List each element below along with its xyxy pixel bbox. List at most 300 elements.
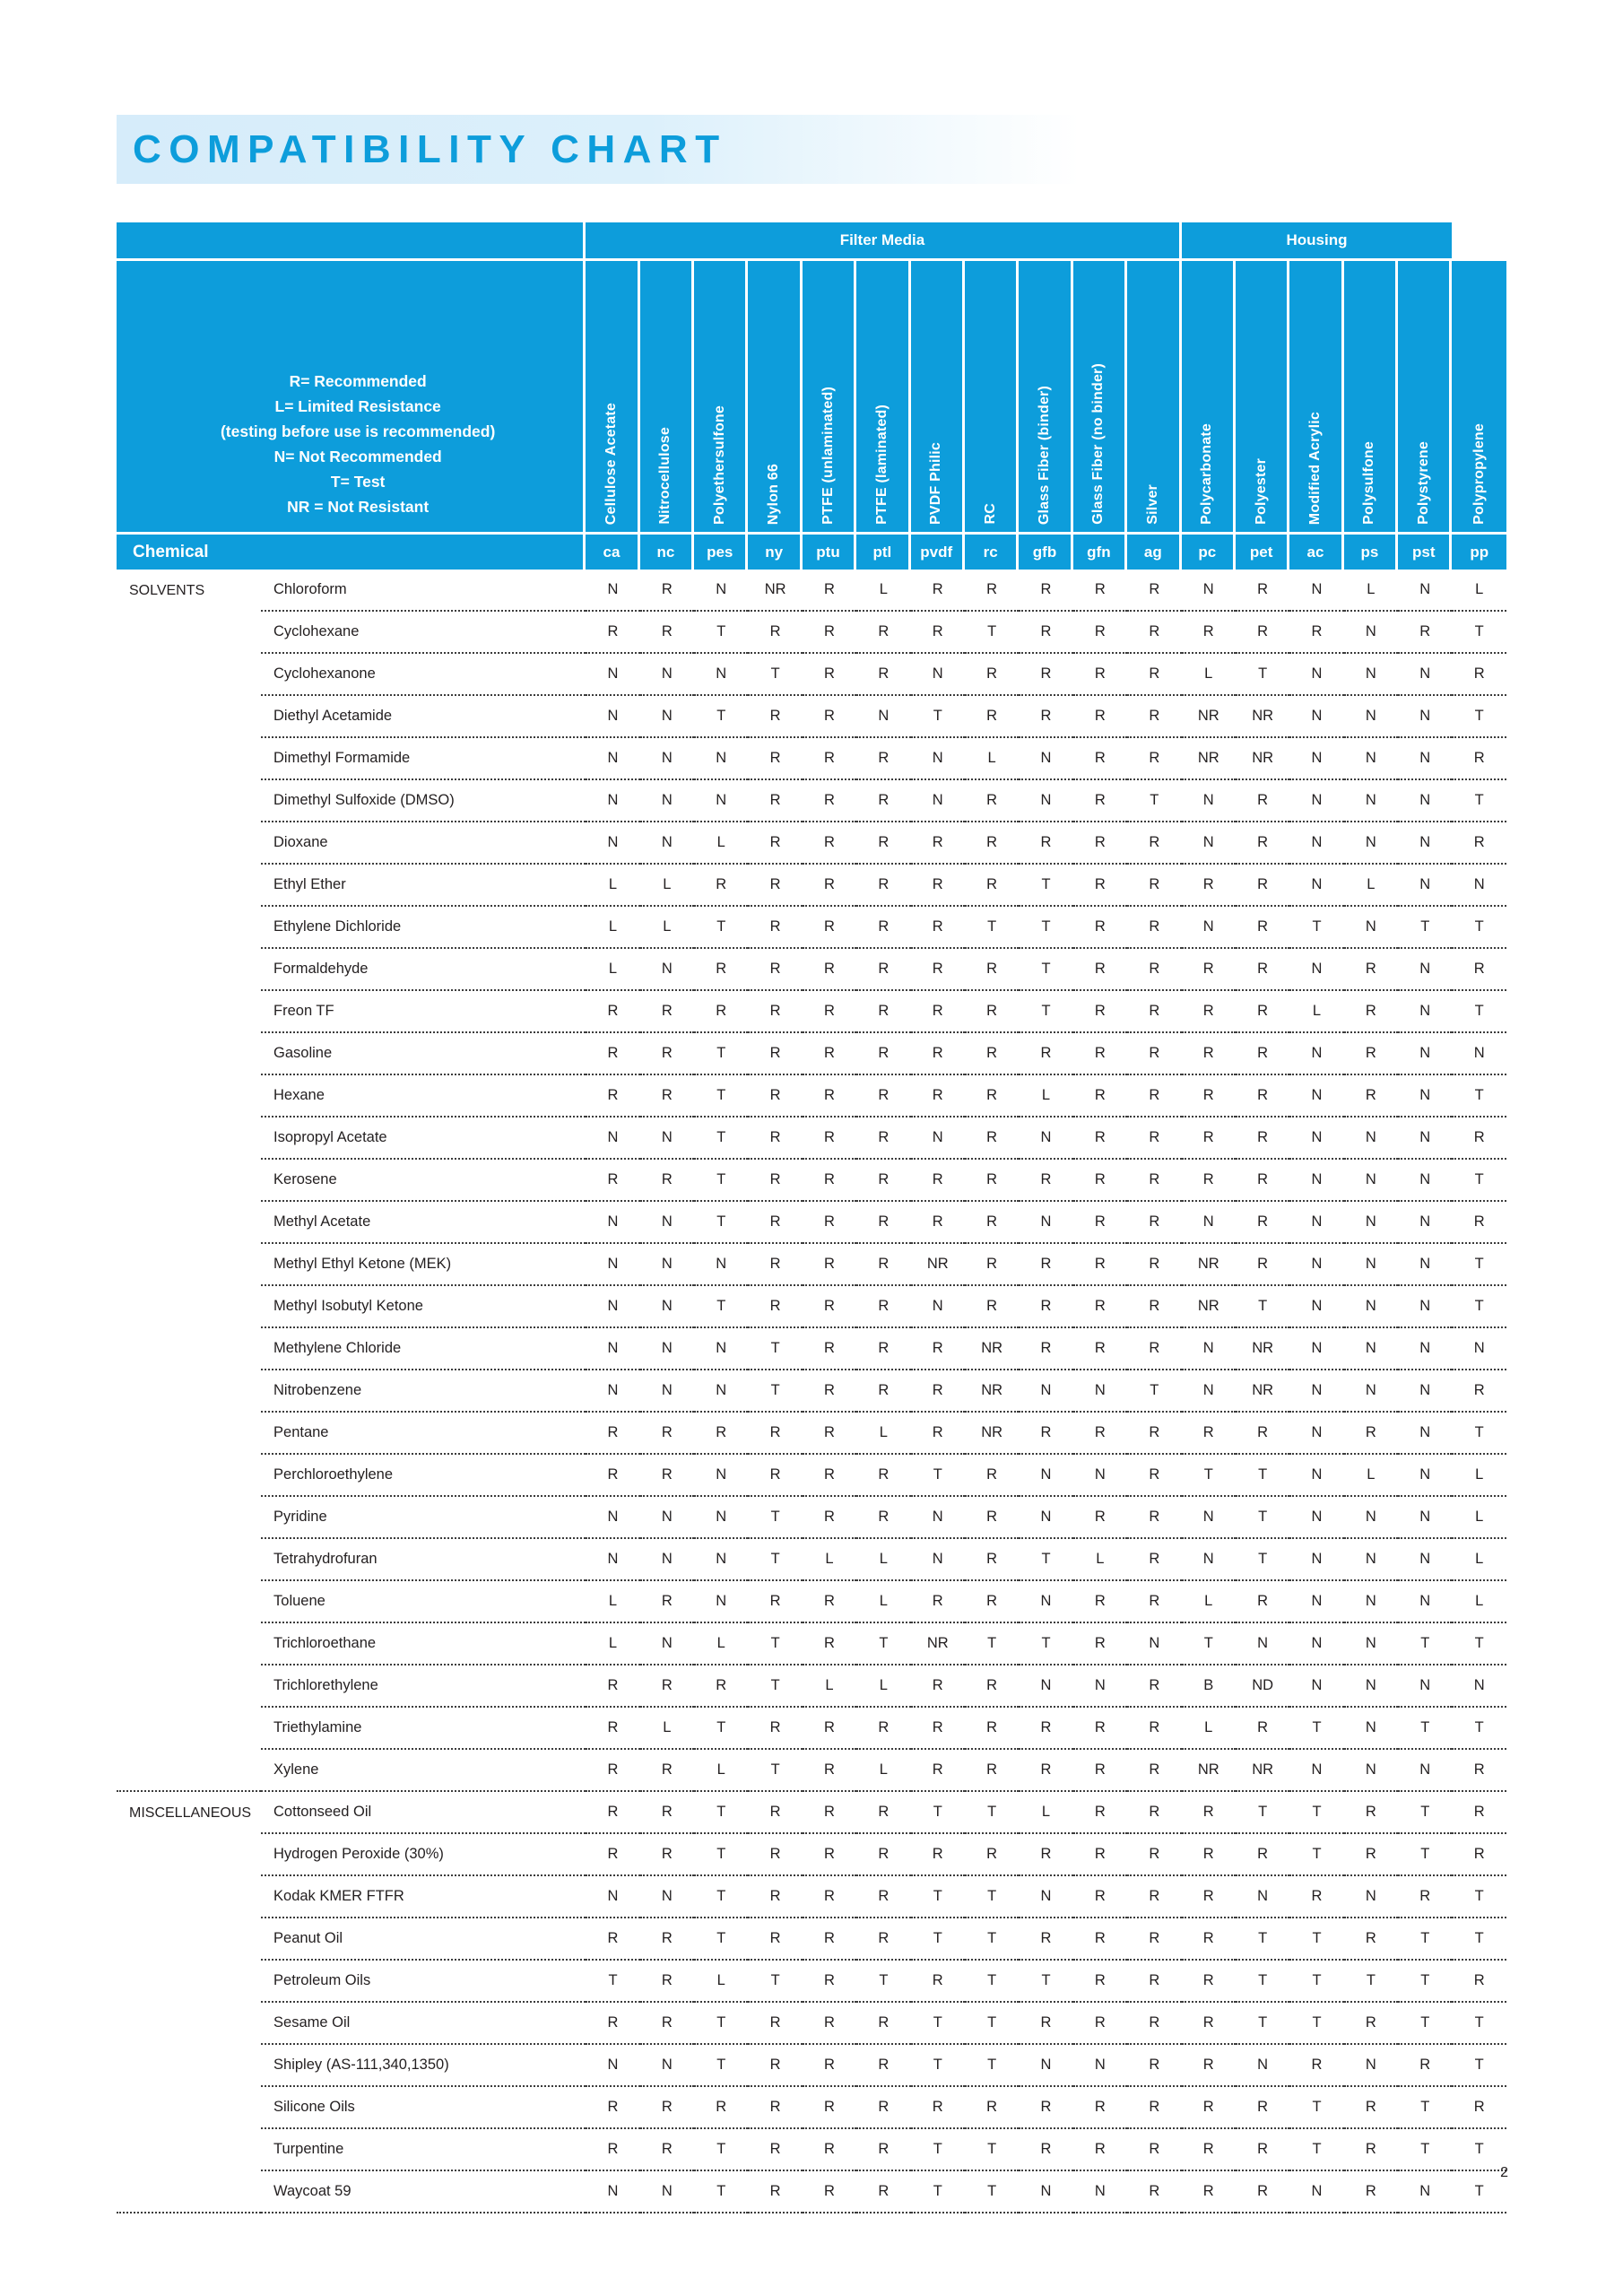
column-header-pvdf (911, 261, 965, 535)
rating-cell-ny: R (748, 2171, 802, 2213)
rating-cell-ca: R (586, 2003, 639, 2045)
chemical-name: Methyl Acetate (261, 1202, 586, 1244)
rating-cell-ca: N (586, 780, 639, 822)
rating-cell-ps: N (1344, 1286, 1398, 1328)
chemical-name: Cyclohexane (261, 612, 586, 654)
rating-cell-ac: N (1289, 865, 1343, 907)
rating-cell-rc: R (965, 2087, 1019, 2129)
rating-cell-pes: N (694, 1244, 748, 1286)
rating-cell-pst: T (1398, 1623, 1452, 1665)
section-label-empty (117, 1623, 261, 1665)
rating-cell-pet: T (1236, 1961, 1289, 2003)
rating-cell-rc: R (965, 570, 1019, 612)
rating-cell-ptu: R (803, 2087, 856, 2129)
section-label-empty (117, 822, 261, 865)
rating-cell-ca: R (586, 1792, 639, 1834)
rating-cell-pet: T (1236, 1455, 1289, 1497)
section-label-empty (117, 1033, 261, 1075)
rating-cell-ptl: R (856, 2045, 910, 2087)
rating-cell-ag: R (1127, 1665, 1182, 1708)
rating-cell-ps: R (1344, 2087, 1398, 2129)
table-row (117, 907, 1506, 949)
rating-cell-pvdf: R (911, 1413, 965, 1455)
rating-cell-ptu: R (803, 1328, 856, 1370)
rating-cell-pet: T (1236, 2003, 1289, 2045)
column-header-label-pc: Polycarbonate (1199, 423, 1215, 525)
column-header-pes (694, 261, 748, 535)
rating-cell-pc: N (1182, 907, 1236, 949)
rating-cell-ps: N (1344, 2045, 1398, 2087)
table-row (117, 1834, 1506, 1876)
rating-cell-ps: N (1344, 780, 1398, 822)
rating-cell-ac: N (1289, 1202, 1343, 1244)
column-header-pc (1182, 261, 1236, 535)
rating-cell-pes: T (694, 612, 748, 654)
rating-cell-ac: N (1289, 570, 1343, 612)
rating-cell-pvdf: R (911, 1581, 965, 1623)
rating-cell-pes: N (694, 738, 748, 780)
rating-cell-pes: N (694, 1539, 748, 1581)
rating-cell-gfn: R (1073, 1750, 1127, 1792)
rating-cell-ac: N (1289, 1665, 1343, 1708)
rating-cell-pst: T (1398, 1834, 1452, 1876)
rating-cell-pst: R (1398, 612, 1452, 654)
rating-cell-pp: T (1452, 1623, 1506, 1665)
rating-cell-pvdf: NR (911, 1623, 965, 1665)
rating-cell-ca: N (586, 1244, 639, 1286)
rating-cell-nc: R (640, 1918, 694, 1961)
column-abbr-pst: pst (1398, 535, 1452, 570)
legend-line-6: NR = Not Resistant (287, 498, 430, 516)
rating-cell-ptl: R (856, 1244, 910, 1286)
rating-cell-ca: L (586, 1581, 639, 1623)
rating-cell-pc: L (1182, 1708, 1236, 1750)
rating-cell-nc: N (640, 1623, 694, 1665)
rating-cell-pc: B (1182, 1665, 1236, 1708)
rating-cell-pes: T (694, 696, 748, 738)
rating-cell-pst: N (1398, 1160, 1452, 1202)
rating-cell-gfn: R (1073, 696, 1127, 738)
rating-cell-ny: R (748, 2045, 802, 2087)
column-abbr-pet: pet (1236, 535, 1289, 570)
rating-cell-ag: R (1127, 1244, 1182, 1286)
rating-cell-pet: NR (1236, 696, 1289, 738)
column-abbr-rc: rc (965, 535, 1019, 570)
column-abbr-pvdf: pvdf (911, 535, 965, 570)
rating-cell-pvdf: N (911, 1118, 965, 1160)
rating-cell-pp: T (1452, 1918, 1506, 1961)
rating-cell-gfb: N (1019, 1118, 1072, 1160)
rating-cell-pes: N (694, 570, 748, 612)
rating-cell-pp: T (1452, 1160, 1506, 1202)
chemical-name: Dioxane (261, 822, 586, 865)
rating-cell-gfn: R (1073, 1581, 1127, 1623)
chemical-name: Xylene (261, 1750, 586, 1792)
chemical-name: Trichloroethane (261, 1623, 586, 1665)
rating-cell-ps: N (1344, 1876, 1398, 1918)
rating-cell-ps: R (1344, 1075, 1398, 1118)
rating-cell-gfn: R (1073, 2087, 1127, 2129)
column-header-nc (640, 261, 694, 535)
header-group-filter-media: Filter Media (586, 222, 1181, 261)
rating-cell-ac: L (1289, 991, 1343, 1033)
rating-cell-rc: R (965, 865, 1019, 907)
rating-cell-ag: R (1127, 570, 1182, 612)
column-abbr-pp: pp (1452, 535, 1506, 570)
rating-cell-ny: R (748, 2087, 802, 2129)
chemical-name: Gasoline (261, 1033, 586, 1075)
rating-cell-pes: T (694, 1834, 748, 1876)
rating-cell-rc: R (965, 1075, 1019, 1118)
chemical-name: Kodak KMER FTFR (261, 1876, 586, 1918)
rating-cell-ps: N (1344, 1623, 1398, 1665)
rating-cell-ps: L (1344, 570, 1398, 612)
rating-cell-ag: R (1127, 991, 1182, 1033)
rating-cell-pst: N (1398, 1497, 1452, 1539)
rating-cell-rc: R (965, 1202, 1019, 1244)
rating-cell-gfb: R (1019, 1708, 1072, 1750)
rating-cell-gfb: N (1019, 1665, 1072, 1708)
rating-cell-gfb: R (1019, 612, 1072, 654)
rating-cell-pes: L (694, 1961, 748, 2003)
rating-cell-ptu: R (803, 949, 856, 991)
rating-cell-gfn: R (1073, 991, 1127, 1033)
section-label-empty (117, 1876, 261, 1918)
rating-cell-pc: N (1182, 1328, 1236, 1370)
table-row (117, 1750, 1506, 1792)
rating-cell-ac: T (1289, 907, 1343, 949)
rating-cell-ps: N (1344, 1118, 1398, 1160)
header-vertical-row (117, 261, 1506, 535)
rating-cell-pet: N (1236, 2045, 1289, 2087)
rating-cell-ny: R (748, 949, 802, 991)
rating-cell-ptl: R (856, 738, 910, 780)
section-label-empty (117, 1750, 261, 1792)
rating-cell-pes: T (694, 1876, 748, 1918)
page-number: 2 (1500, 2165, 1508, 2180)
rating-cell-nc: R (640, 612, 694, 654)
rating-cell-pvdf: R (911, 907, 965, 949)
rating-cell-ptu: L (803, 1665, 856, 1708)
rating-cell-ptu: R (803, 1918, 856, 1961)
rating-cell-gfn: R (1073, 907, 1127, 949)
rating-cell-gfb: N (1019, 1455, 1072, 1497)
rating-cell-ptl: R (856, 1160, 910, 1202)
table-row (117, 822, 1506, 865)
rating-cell-nc: N (640, 1328, 694, 1370)
section-label-empty (117, 865, 261, 907)
column-header-label-gfn: Glass Fiber (no binder) (1090, 363, 1107, 525)
chemical-name: Freon TF (261, 991, 586, 1033)
rating-cell-gfn: R (1073, 1623, 1127, 1665)
rating-cell-rc: R (965, 1708, 1019, 1750)
rating-cell-pst: N (1398, 991, 1452, 1033)
column-header-label-pet: Polyester (1253, 458, 1269, 525)
rating-cell-gfb: T (1019, 907, 1072, 949)
rating-cell-pet: NR (1236, 738, 1289, 780)
rating-cell-gfn: R (1073, 1792, 1127, 1834)
rating-cell-gfb: L (1019, 1075, 1072, 1118)
rating-cell-gfn: R (1073, 949, 1127, 991)
rating-cell-ag: R (1127, 907, 1182, 949)
rating-cell-pvdf: N (911, 1286, 965, 1328)
rating-cell-gfb: R (1019, 1244, 1072, 1286)
rating-cell-gfb: T (1019, 1961, 1072, 2003)
table-row (117, 1497, 1506, 1539)
rating-cell-ptu: R (803, 1455, 856, 1497)
rating-cell-ny: R (748, 780, 802, 822)
rating-cell-rc: L (965, 738, 1019, 780)
header-abbr-row (117, 535, 1506, 570)
rating-cell-pst: N (1398, 1202, 1452, 1244)
rating-cell-gfb: T (1019, 865, 1072, 907)
table-row (117, 2171, 1506, 2213)
column-header-label-nc: Nitrocellulose (657, 427, 673, 525)
rating-cell-nc: R (640, 1455, 694, 1497)
rating-cell-ac: T (1289, 2087, 1343, 2129)
rating-cell-pes: L (694, 1750, 748, 1792)
rating-cell-ca: R (586, 2129, 639, 2171)
rating-cell-pp: T (1452, 2003, 1506, 2045)
column-header-label-ny: Nylon 66 (766, 463, 782, 525)
rating-cell-pc: R (1182, 2171, 1236, 2213)
column-header-label-ptu: PTFE (unlaminated) (820, 387, 836, 525)
rating-cell-gfn: R (1073, 1834, 1127, 1876)
rating-cell-pp: N (1452, 1328, 1506, 1370)
chemical-name: Tetrahydrofuran (261, 1539, 586, 1581)
column-header-ptu (803, 261, 856, 535)
column-abbr-ptu: ptu (803, 535, 856, 570)
table-row (117, 2087, 1506, 2129)
rating-cell-ac: N (1289, 1750, 1343, 1792)
rating-cell-pp: T (1452, 1286, 1506, 1328)
rating-cell-nc: N (640, 654, 694, 696)
rating-cell-ag: R (1127, 696, 1182, 738)
rating-cell-ag: N (1127, 1623, 1182, 1665)
table-row (117, 1328, 1506, 1370)
rating-cell-pc: NR (1182, 738, 1236, 780)
rating-cell-ptu: R (803, 570, 856, 612)
rating-cell-gfb: R (1019, 696, 1072, 738)
rating-cell-ptu: R (803, 1413, 856, 1455)
rating-cell-nc: R (640, 2087, 694, 2129)
rating-cell-rc: R (965, 696, 1019, 738)
rating-cell-gfb: R (1019, 654, 1072, 696)
rating-cell-ptu: R (803, 822, 856, 865)
column-header-ca (586, 261, 639, 535)
column-header-pet (1236, 261, 1289, 535)
rating-cell-nc: R (640, 1581, 694, 1623)
section-label-empty (117, 1665, 261, 1708)
rating-cell-pc: N (1182, 1497, 1236, 1539)
rating-cell-ca: N (586, 1370, 639, 1413)
legend-line-2: L= Limited Resistance (274, 397, 441, 415)
rating-cell-gfb: R (1019, 1750, 1072, 1792)
rating-cell-pes: L (694, 822, 748, 865)
rating-cell-ac: N (1289, 1118, 1343, 1160)
chemical-name: Sesame Oil (261, 2003, 586, 2045)
rating-cell-ny: R (748, 2003, 802, 2045)
rating-cell-ptu: R (803, 1834, 856, 1876)
rating-cell-gfb: R (1019, 2129, 1072, 2171)
rating-cell-ps: R (1344, 2129, 1398, 2171)
table-row (117, 1961, 1506, 2003)
header-group-row (117, 222, 1506, 261)
rating-cell-ptl: L (856, 1539, 910, 1581)
rating-cell-ptl: R (856, 1118, 910, 1160)
rating-cell-pvdf: R (911, 949, 965, 991)
rating-cell-pes: N (694, 1455, 748, 1497)
rating-cell-pet: T (1236, 1286, 1289, 1328)
compatibility-table (117, 222, 1506, 2213)
rating-cell-pes: N (694, 1328, 748, 1370)
rating-cell-pst: N (1398, 1581, 1452, 1623)
rating-cell-pc: N (1182, 1539, 1236, 1581)
rating-cell-gfn: R (1073, 1876, 1127, 1918)
rating-cell-ptu: R (803, 907, 856, 949)
chemical-name: Nitrobenzene (261, 1370, 586, 1413)
rating-cell-pc: R (1182, 612, 1236, 654)
rating-cell-pet: T (1236, 654, 1289, 696)
chemical-name: Methyl Ethyl Ketone (MEK) (261, 1244, 586, 1286)
rating-cell-pc: R (1182, 949, 1236, 991)
rating-cell-ptl: R (856, 1075, 910, 1118)
rating-cell-ps: R (1344, 2171, 1398, 2213)
column-header-ny (748, 261, 802, 535)
rating-cell-ptl: L (856, 570, 910, 612)
rating-cell-pvdf: T (911, 2003, 965, 2045)
rating-cell-ps: N (1344, 1370, 1398, 1413)
rating-cell-ca: R (586, 1918, 639, 1961)
rating-cell-gfn: R (1073, 654, 1127, 696)
section-label-empty (117, 1202, 261, 1244)
rating-cell-ag: R (1127, 1328, 1182, 1370)
rating-cell-ac: N (1289, 1328, 1343, 1370)
rating-cell-ac: T (1289, 1708, 1343, 1750)
table-row (117, 1075, 1506, 1118)
column-abbr-ny: ny (748, 535, 802, 570)
chemical-name: Dimethyl Sulfoxide (DMSO) (261, 780, 586, 822)
chemical-name: Methyl Isobutyl Ketone (261, 1286, 586, 1328)
rating-cell-pst: R (1398, 1876, 1452, 1918)
section-label-empty (117, 2003, 261, 2045)
section-label-empty (117, 1413, 261, 1455)
rating-cell-pvdf: R (911, 2087, 965, 2129)
rating-cell-ps: R (1344, 1792, 1398, 1834)
rating-cell-gfb: T (1019, 1623, 1072, 1665)
rating-cell-ca: L (586, 865, 639, 907)
table-body (117, 570, 1506, 2213)
rating-cell-ca: L (586, 1623, 639, 1665)
chemical-name: Diethyl Acetamide (261, 696, 586, 738)
section-label-empty (117, 1918, 261, 1961)
rating-cell-ag: R (1127, 1075, 1182, 1118)
chemical-name: Cottonseed Oil (261, 1792, 586, 1834)
rating-cell-rc: T (965, 2129, 1019, 2171)
rating-cell-nc: N (640, 1876, 694, 1918)
section-label-empty (117, 1075, 261, 1118)
rating-cell-rc: T (965, 1918, 1019, 1961)
rating-cell-pc: R (1182, 1075, 1236, 1118)
table-row (117, 570, 1506, 612)
rating-cell-ca: N (586, 1497, 639, 1539)
section-label-empty (117, 1328, 261, 1370)
rating-cell-gfn: R (1073, 1244, 1127, 1286)
rating-cell-ag: T (1127, 1370, 1182, 1413)
table-row (117, 738, 1506, 780)
rating-cell-gfn: R (1073, 1497, 1127, 1539)
table-row (117, 1918, 1506, 1961)
rating-cell-pvdf: T (911, 1918, 965, 1961)
rating-cell-ny: T (748, 1961, 802, 2003)
rating-cell-ca: R (586, 1455, 639, 1497)
rating-cell-ac: T (1289, 1918, 1343, 1961)
rating-cell-pes: T (694, 2171, 748, 2213)
rating-cell-pc: R (1182, 865, 1236, 907)
rating-cell-ag: R (1127, 1202, 1182, 1244)
column-header-label-ptl: PTFE (laminated) (873, 404, 890, 525)
rating-cell-ac: T (1289, 2003, 1343, 2045)
rating-cell-gfb: N (1019, 1581, 1072, 1623)
rating-cell-pes: T (694, 1286, 748, 1328)
rating-cell-ps: N (1344, 1750, 1398, 1792)
column-abbr-ca: ca (586, 535, 639, 570)
rating-cell-ptl: R (856, 1328, 910, 1370)
section-label-empty (117, 1708, 261, 1750)
rating-cell-pc: R (1182, 1876, 1236, 1918)
rating-cell-pvdf: N (911, 738, 965, 780)
rating-cell-ca: N (586, 1328, 639, 1370)
rating-cell-pes: T (694, 2045, 748, 2087)
rating-cell-rc: T (965, 2003, 1019, 2045)
rating-cell-pc: R (1182, 2129, 1236, 2171)
rating-cell-pes: N (694, 1581, 748, 1623)
rating-cell-pet: R (1236, 2129, 1289, 2171)
section-label-empty (117, 1244, 261, 1286)
rating-cell-pst: N (1398, 822, 1452, 865)
rating-cell-gfn: N (1073, 1370, 1127, 1413)
rating-cell-ca: R (586, 1075, 639, 1118)
rating-cell-ptl: R (856, 822, 910, 865)
rating-cell-nc: L (640, 865, 694, 907)
rating-cell-ny: R (748, 612, 802, 654)
rating-cell-pst: N (1398, 696, 1452, 738)
rating-cell-pet: R (1236, 1581, 1289, 1623)
rating-cell-ps: R (1344, 1834, 1398, 1876)
table-row (117, 1708, 1506, 1750)
rating-cell-ag: R (1127, 1160, 1182, 1202)
table-header (117, 222, 1506, 570)
rating-cell-gfb: T (1019, 991, 1072, 1033)
rating-cell-ca: L (586, 907, 639, 949)
rating-cell-pst: N (1398, 949, 1452, 991)
rating-cell-ps: L (1344, 1455, 1398, 1497)
rating-cell-ptu: R (803, 1792, 856, 1834)
chemical-name: Ethyl Ether (261, 865, 586, 907)
rating-cell-gfn: R (1073, 2003, 1127, 2045)
rating-cell-gfn: R (1073, 1286, 1127, 1328)
rating-cell-ny: R (748, 1876, 802, 1918)
table-row (117, 612, 1506, 654)
column-header-label-pst: Polystyrene (1415, 441, 1431, 525)
rating-cell-pet: ND (1236, 1665, 1289, 1708)
rating-cell-ny: T (748, 1665, 802, 1708)
chemical-name: Turpentine (261, 2129, 586, 2171)
rating-cell-gfn: R (1073, 2129, 1127, 2171)
rating-cell-ag: R (1127, 1750, 1182, 1792)
rating-cell-pst: T (1398, 1792, 1452, 1834)
column-header-gfb (1019, 261, 1072, 535)
